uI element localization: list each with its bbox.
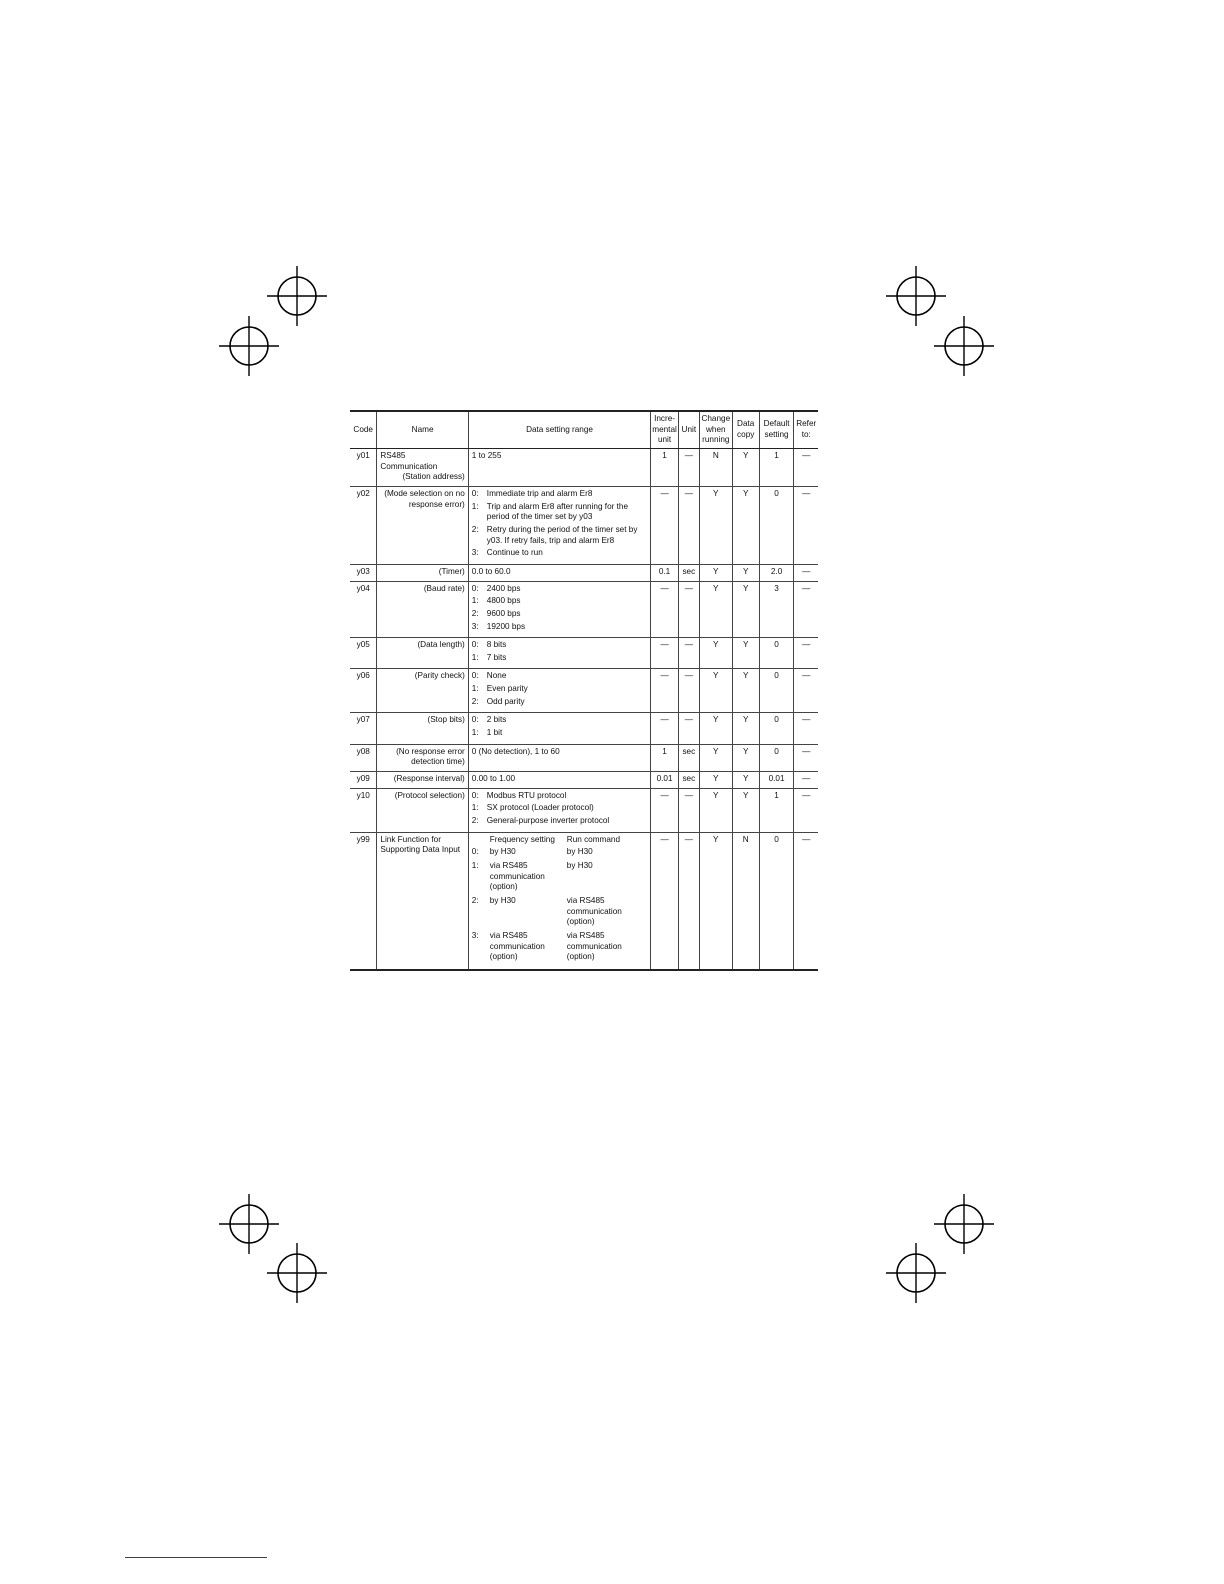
code-cell: y10 <box>350 788 377 832</box>
range-cell <box>468 744 650 771</box>
function-code-table <box>350 410 818 971</box>
option-key: 2: <box>471 895 479 905</box>
data-copy-cell: Y <box>732 638 759 669</box>
unit-cell: — <box>678 832 699 970</box>
footer-rule <box>125 1557 267 1558</box>
header-incremental-unit: Incre- mental unit <box>651 411 679 448</box>
registration-mark-top-right-lower <box>934 316 994 376</box>
range-option <box>472 861 647 893</box>
option-key: 1: <box>471 861 479 870</box>
table-row <box>350 772 818 789</box>
code-cell: y04 <box>350 581 377 638</box>
change-when-running-cell: Y <box>699 788 732 832</box>
code-cell: y02 <box>350 486 377 564</box>
option-key: 0: <box>471 671 479 681</box>
header-name: Name <box>377 411 468 448</box>
unit-cell: — <box>678 448 699 486</box>
incremental-unit-cell: — <box>651 638 679 669</box>
frequency-setting-value: via RS485 communication (option) <box>489 861 545 892</box>
code-cell: y08 <box>350 744 377 771</box>
range-option <box>472 684 647 695</box>
change-when-running-cell: Y <box>699 713 732 744</box>
range-cell <box>468 772 650 789</box>
range-cell <box>468 638 650 669</box>
unit-cell: — <box>678 486 699 564</box>
table-row <box>350 788 818 832</box>
option-value: 2 bits <box>486 715 507 725</box>
header-data-copy: Data copy <box>732 411 759 448</box>
default-setting-cell: 0 <box>759 744 794 771</box>
option-value: Retry during the period of the timer set by y03. If retry fails, trip and alarm Er8 <box>486 524 638 545</box>
header-code: Code <box>350 411 377 448</box>
refer-to-cell: — <box>794 581 818 638</box>
option-key: 0: <box>471 715 479 725</box>
code-cell: y99 <box>356 834 370 844</box>
name-cell <box>377 788 468 832</box>
option-value: 2400 bps <box>486 583 521 593</box>
refer-to-cell: — <box>794 788 818 832</box>
code-cell: y01 <box>350 448 377 486</box>
refer-to-cell: — <box>794 744 818 771</box>
range-option <box>472 596 647 607</box>
range-option <box>472 728 647 739</box>
option-key: 2: <box>471 816 479 826</box>
range-option <box>472 671 647 682</box>
table-header-row <box>350 411 818 448</box>
name-cell <box>377 772 468 789</box>
change-when-running-cell: Y <box>699 744 732 771</box>
unit-cell: sec <box>678 564 699 581</box>
refer-to-cell: — <box>794 564 818 581</box>
range-option <box>472 640 647 651</box>
default-setting-cell: 0 <box>759 669 794 713</box>
unit-cell: — <box>678 713 699 744</box>
option-key: 0: <box>471 640 479 650</box>
range-cell <box>468 788 650 832</box>
range-option <box>472 896 647 928</box>
option-key: 0: <box>471 583 479 593</box>
range-cell <box>468 581 650 638</box>
incremental-unit-cell: 0.01 <box>651 772 679 789</box>
default-setting-cell: 1 <box>759 448 794 486</box>
name-main: RS485 Communication <box>380 450 438 471</box>
incremental-unit-cell: 1 <box>651 744 679 771</box>
option-value: 9600 bps <box>486 608 521 618</box>
refer-to-cell: — <box>794 486 818 564</box>
range-option <box>472 816 647 827</box>
refer-to-cell: — <box>794 713 818 744</box>
range-text: 0.0 to 60.0 <box>471 566 511 576</box>
option-value: None <box>486 671 507 681</box>
header-unit: Unit <box>678 411 699 448</box>
name-sub: (Protocol selection) <box>394 790 465 800</box>
default-setting-cell: 2.0 <box>759 564 794 581</box>
incremental-unit-cell: — <box>651 832 679 970</box>
data-copy-cell: Y <box>732 486 759 564</box>
frequency-setting-header: Frequency setting <box>489 834 555 844</box>
range-option <box>472 697 647 708</box>
header-data-setting-range: Data setting range <box>468 411 650 448</box>
registration-mark-bottom-right-lower <box>886 1243 946 1303</box>
name-sub: (Timer) <box>438 566 465 576</box>
option-key: 0: <box>471 488 479 498</box>
option-value: Even parity <box>486 684 528 694</box>
incremental-unit-cell: — <box>651 486 679 564</box>
range-option <box>472 791 647 802</box>
data-copy-cell: Y <box>732 448 759 486</box>
name-main: Link Function for Supporting Data Input <box>380 834 461 855</box>
table-row-link-function <box>350 832 818 970</box>
option-value: 7 bits <box>486 652 507 662</box>
name-sub: (Parity check) <box>414 671 465 681</box>
name-sub: (Data length) <box>417 640 465 650</box>
range-text: 0.00 to 1.00 <box>471 774 516 784</box>
name-cell <box>377 486 468 564</box>
option-key: 1: <box>471 684 479 694</box>
unit-cell: — <box>678 638 699 669</box>
incremental-unit-cell: — <box>651 669 679 713</box>
range-option <box>472 653 647 664</box>
name-sub: (Station address) <box>402 472 465 482</box>
data-copy-cell: Y <box>732 564 759 581</box>
code-cell: y05 <box>350 638 377 669</box>
run-command-value: by H30 <box>566 847 593 857</box>
default-setting-cell: 0 <box>759 486 794 564</box>
range-option <box>472 525 647 546</box>
refer-to-cell: — <box>794 832 818 970</box>
option-key: 1: <box>471 501 479 511</box>
name-sub: (Baud rate) <box>423 583 465 593</box>
incremental-unit-cell: — <box>651 788 679 832</box>
option-value: SX protocol (Loader protocol) <box>486 803 594 813</box>
name-cell <box>377 832 468 970</box>
data-copy-cell: Y <box>732 772 759 789</box>
change-when-running-cell: Y <box>699 832 732 970</box>
range-option <box>472 803 647 814</box>
change-when-running-cell: Y <box>699 772 732 789</box>
incremental-unit-cell: — <box>651 713 679 744</box>
range-cell <box>468 832 650 970</box>
option-key: 1: <box>471 803 479 813</box>
refer-to-cell: — <box>794 772 818 789</box>
range-text: 0 (No detection), 1 to 60 <box>471 746 560 756</box>
run-command-header: Run command <box>566 834 621 844</box>
range-text: 1 to 255 <box>471 450 502 460</box>
frequency-setting-value: by H30 <box>489 895 516 905</box>
option-key: 3: <box>471 548 479 558</box>
incremental-unit-cell: 0.1 <box>651 564 679 581</box>
change-when-running-cell: Y <box>699 669 732 713</box>
option-value: Immediate trip and alarm Er8 <box>486 488 593 498</box>
option-value: 8 bits <box>486 640 507 650</box>
incremental-unit-cell: — <box>651 581 679 638</box>
range-cell <box>468 486 650 564</box>
range-option <box>472 622 647 633</box>
unit-cell: — <box>678 669 699 713</box>
name-cell <box>377 744 468 771</box>
option-value: Continue to run <box>486 548 543 558</box>
option-value: 4800 bps <box>486 596 521 606</box>
data-copy-cell: N <box>732 832 759 970</box>
name-sub: (Mode selection on no response error) <box>384 488 465 509</box>
change-when-running-cell: Y <box>699 564 732 581</box>
range-option <box>472 489 647 500</box>
registration-mark-top-left-lower <box>219 316 279 376</box>
table-row <box>350 486 818 564</box>
option-key: 0: <box>471 847 479 857</box>
table-row <box>350 581 818 638</box>
name-cell <box>377 713 468 744</box>
name-cell <box>377 581 468 638</box>
code-cell: y07 <box>350 713 377 744</box>
frequency-setting-value: by H30 <box>489 847 516 857</box>
name-cell <box>377 638 468 669</box>
range-option <box>472 584 647 595</box>
range-cell <box>468 448 650 486</box>
name-sub: (Stop bits) <box>427 715 465 725</box>
range-cell <box>468 564 650 581</box>
range-cell <box>468 669 650 713</box>
default-setting-cell: 3 <box>759 581 794 638</box>
frequency-setting-value: via RS485 communication (option) <box>489 930 545 962</box>
range-option <box>472 609 647 620</box>
option-value: 1 bit <box>486 728 503 738</box>
refer-to-cell: — <box>794 448 818 486</box>
code-cell: y09 <box>350 772 377 789</box>
option-key: 1: <box>471 652 479 662</box>
default-setting-cell: 0 <box>759 832 794 970</box>
option-key: 2: <box>471 524 479 534</box>
name-sub: (Response interval) <box>393 774 465 784</box>
refer-to-cell: — <box>794 638 818 669</box>
header-default-setting: Default setting <box>759 411 794 448</box>
range-option <box>472 715 647 726</box>
table-row <box>350 564 818 581</box>
change-when-running-cell: N <box>699 448 732 486</box>
table-row <box>350 448 818 486</box>
option-key: 3: <box>471 621 479 631</box>
change-when-running-cell: Y <box>699 638 732 669</box>
option-value: Modbus RTU protocol <box>486 790 567 800</box>
unit-cell: — <box>678 788 699 832</box>
name-cell <box>377 448 468 486</box>
link-column-headers <box>472 835 647 846</box>
data-copy-cell: Y <box>732 788 759 832</box>
name-cell <box>377 564 468 581</box>
run-command-value: via RS485 communication (option) <box>566 895 622 927</box>
range-option <box>472 847 647 858</box>
header-refer-to: Refer to: <box>794 411 818 448</box>
header-change-when-running: Change when running <box>699 411 732 448</box>
run-command-value: by H30 <box>566 861 593 870</box>
default-setting-cell: 0 <box>759 638 794 669</box>
option-key: 1: <box>471 728 479 738</box>
default-setting-cell: 0.01 <box>759 772 794 789</box>
option-value: Odd parity <box>486 696 525 706</box>
table-row <box>350 638 818 669</box>
data-copy-cell: Y <box>732 581 759 638</box>
run-command-value: via RS485 communication (option) <box>566 930 622 962</box>
option-key: 0: <box>471 790 479 800</box>
code-cell: y06 <box>350 669 377 713</box>
unit-cell: sec <box>678 772 699 789</box>
range-cell <box>468 713 650 744</box>
option-key: 2: <box>471 696 479 706</box>
default-setting-cell: 0 <box>759 713 794 744</box>
data-copy-cell: Y <box>732 713 759 744</box>
range-option <box>472 548 647 559</box>
table-row <box>350 744 818 771</box>
change-when-running-cell: Y <box>699 486 732 564</box>
table-row <box>350 669 818 713</box>
name-cell <box>377 669 468 713</box>
data-copy-cell: Y <box>732 744 759 771</box>
option-key: 1: <box>471 596 479 606</box>
unit-cell: sec <box>678 744 699 771</box>
option-value: Trip and alarm Er8 after running for the period of the timer set by y03 <box>486 501 629 522</box>
unit-cell: — <box>678 581 699 638</box>
code-cell: y03 <box>350 564 377 581</box>
data-copy-cell: Y <box>732 669 759 713</box>
option-key: 3: <box>471 930 479 940</box>
table-row <box>350 713 818 744</box>
option-value: 19200 bps <box>486 621 526 631</box>
change-when-running-cell: Y <box>699 581 732 638</box>
range-option <box>472 931 647 963</box>
registration-mark-bottom-left-lower <box>267 1243 327 1303</box>
incremental-unit-cell: 1 <box>651 448 679 486</box>
name-sub: (No response error detection time) <box>396 746 465 767</box>
option-key: 2: <box>471 608 479 618</box>
refer-to-cell: — <box>794 669 818 713</box>
range-option <box>472 502 647 523</box>
option-value: General-purpose inverter protocol <box>486 816 610 826</box>
default-setting-cell: 1 <box>759 788 794 832</box>
